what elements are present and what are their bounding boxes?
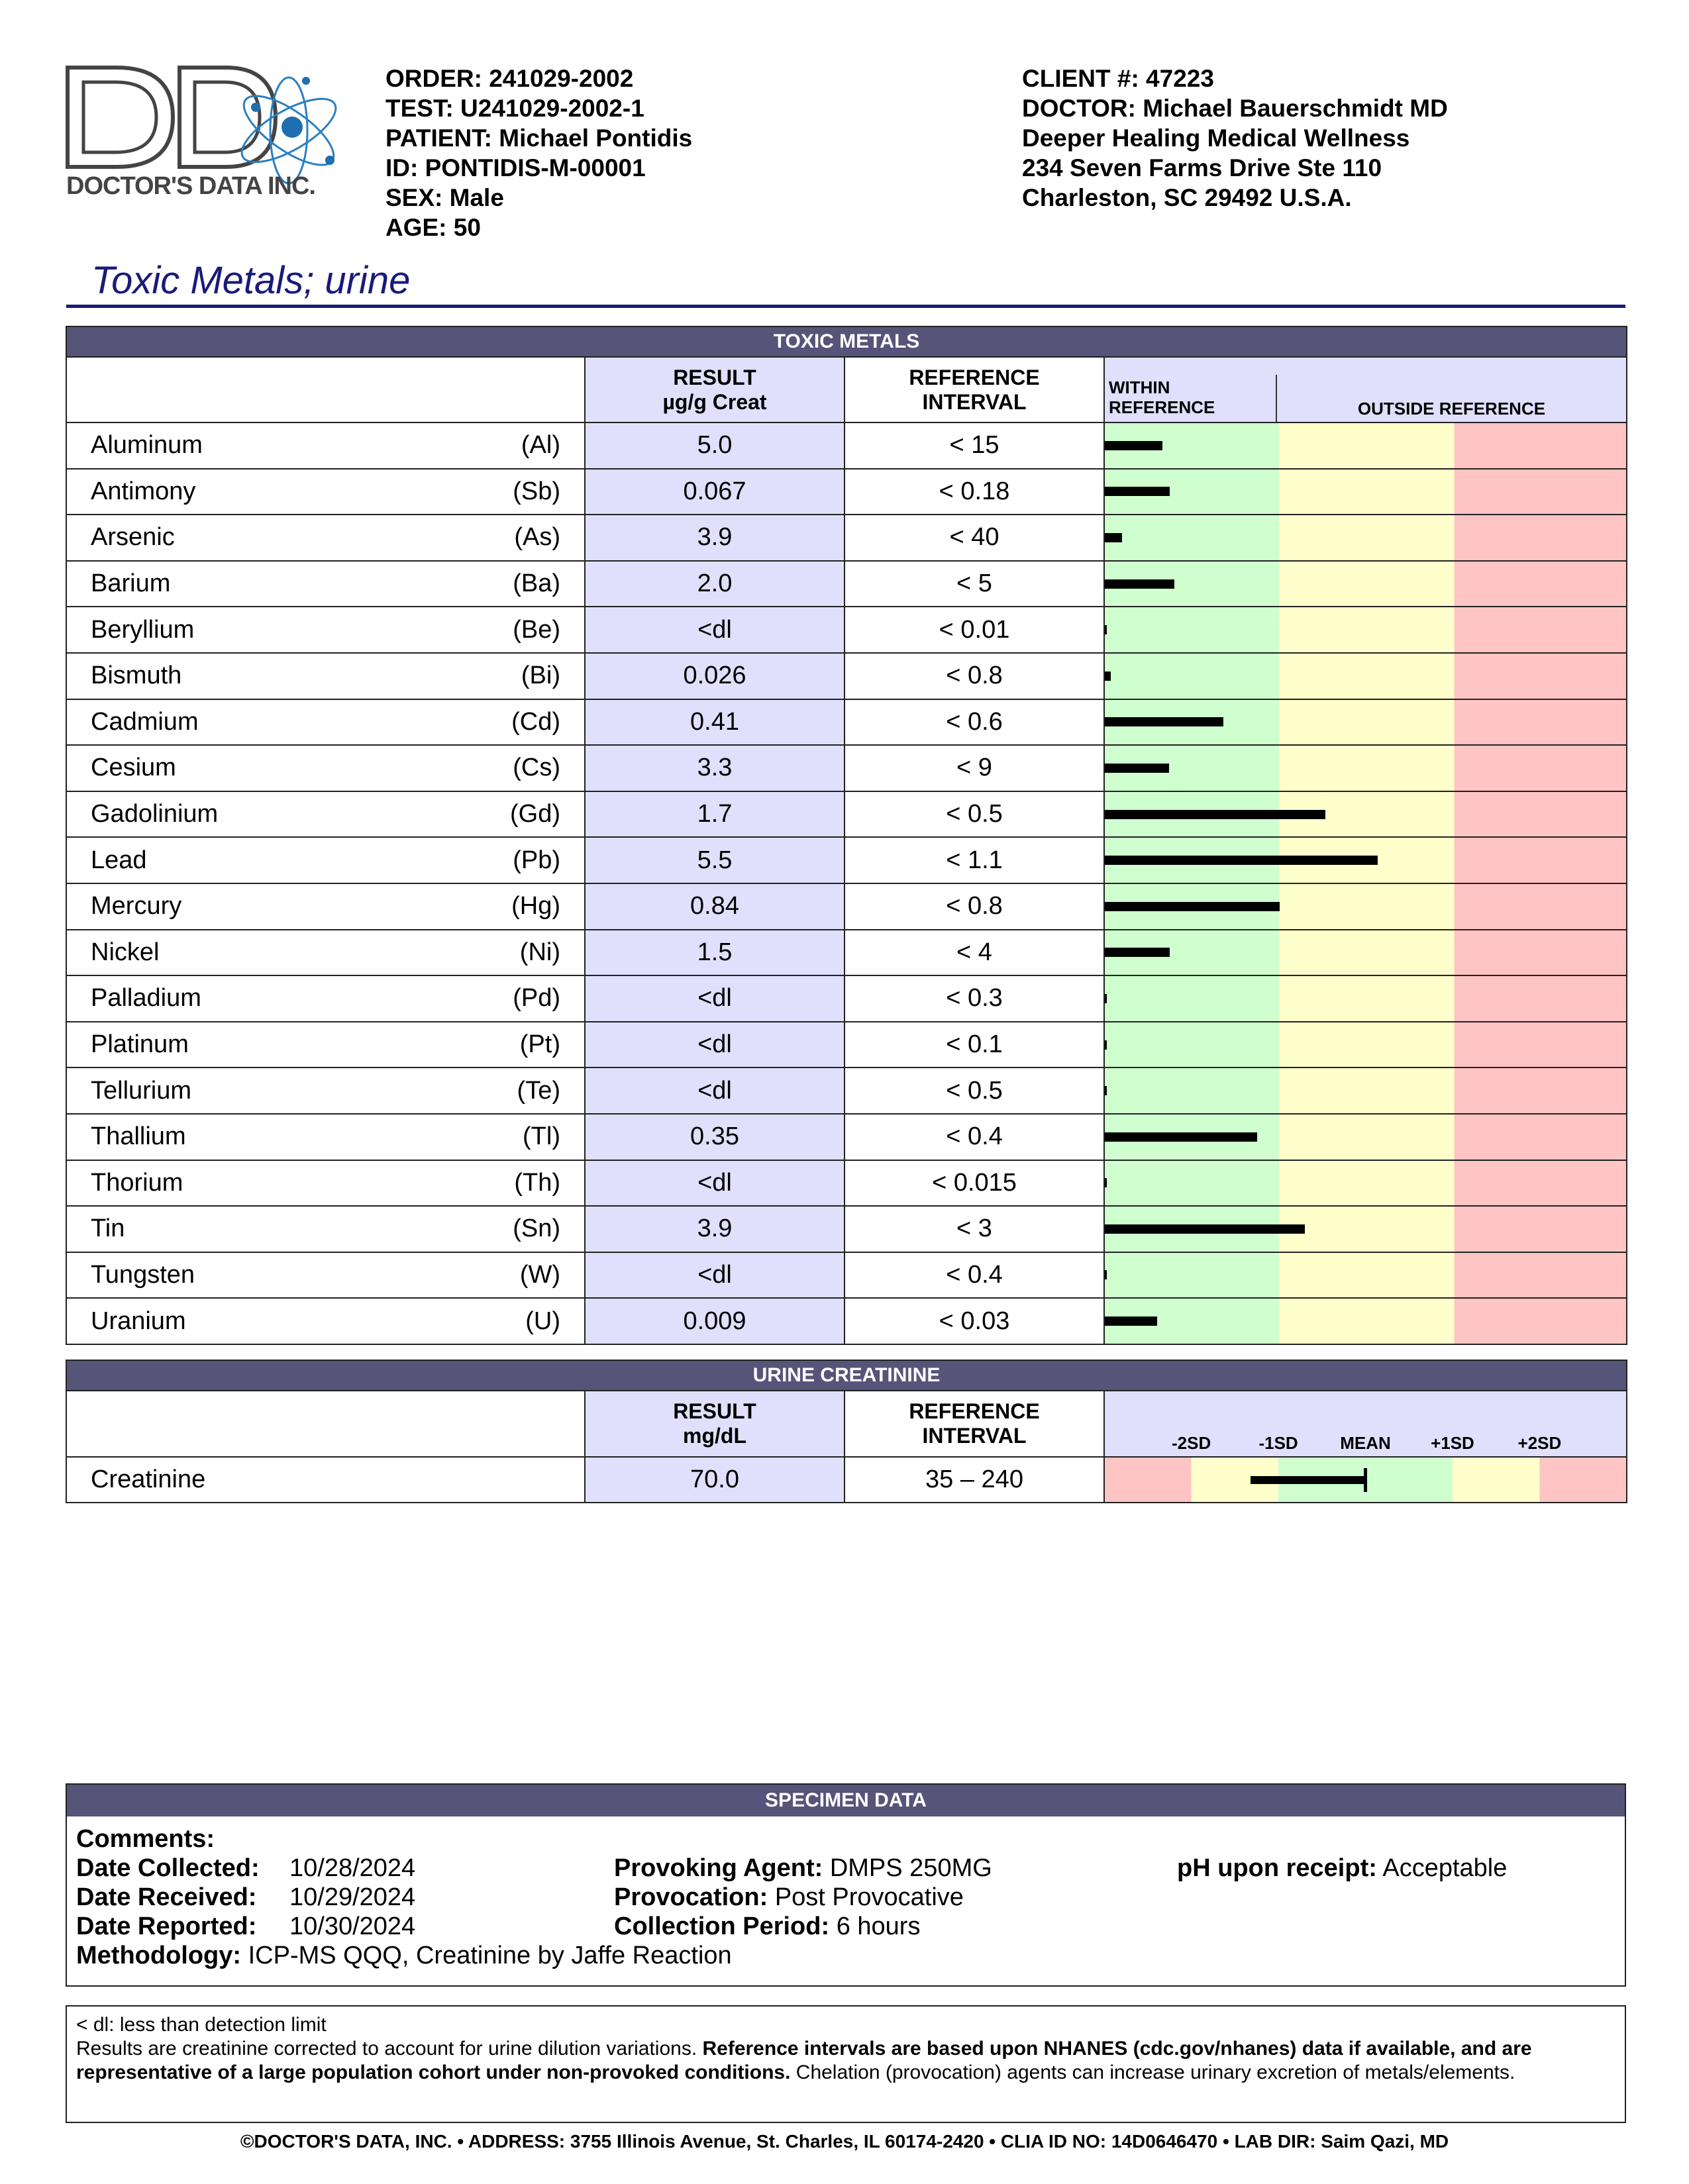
- element-name-text: Cadmium: [91, 707, 199, 736]
- result-bar: [1105, 717, 1223, 726]
- element-result: 0.35: [585, 1114, 844, 1160]
- sd-scale-header: [1104, 1391, 1627, 1457]
- element-name: [66, 1067, 585, 1114]
- element-symbol: (Sn): [513, 1215, 560, 1243]
- element-name: [66, 930, 585, 976]
- footer: ©DOCTOR'S DATA, INC. • ADDRESS: 3755 Illinois Avenue, St. Charles, IL 60174-2420 • CLIA ID NO: 14D0646470 • LAB DIR: Saim Qazi, MD: [240, 2131, 1449, 2152]
- element-result: 2.0: [585, 561, 844, 607]
- table-row: [66, 1298, 1627, 1344]
- element-result: 5.0: [585, 422, 844, 469]
- element-name-text: Platinum: [91, 1030, 189, 1059]
- element-reference: < 0.015: [844, 1160, 1104, 1207]
- element-graph: [1104, 1022, 1627, 1068]
- result-bar: [1105, 810, 1325, 819]
- table-row: [66, 1114, 1627, 1160]
- element-symbol: (Pd): [513, 984, 560, 1013]
- result-bar: [1105, 856, 1378, 865]
- element-name: [66, 1160, 585, 1207]
- sd-label-plus2: +2SD: [1517, 1433, 1562, 1453]
- element-graph: [1104, 653, 1627, 699]
- element-graph: [1104, 1206, 1627, 1252]
- element-symbol: (Tl): [523, 1122, 560, 1151]
- result-header-unit: µg/g Creat: [662, 389, 767, 414]
- element-reference: < 0.01: [844, 607, 1104, 653]
- result-bar: [1105, 1178, 1107, 1187]
- result-header-label: RESULT: [673, 365, 756, 389]
- element-name: [66, 607, 585, 653]
- element-name: [66, 975, 585, 1022]
- element-reference: < 0.03: [844, 1298, 1104, 1344]
- comments-label-text: Comments:: [76, 1825, 215, 1853]
- table-row: [66, 561, 1627, 607]
- result-column-header: [585, 357, 844, 422]
- result-bar: [1105, 1224, 1305, 1234]
- element-graph: [1104, 1298, 1627, 1344]
- title-divider: [66, 305, 1625, 308]
- element-name-text: Palladium: [91, 984, 201, 1013]
- table-row: [66, 1252, 1627, 1299]
- element-name-text: Mercury: [91, 892, 182, 920]
- element-reference: < 0.3: [844, 975, 1104, 1022]
- element-symbol: (Be): [513, 615, 560, 644]
- element-reference: < 40: [844, 515, 1104, 561]
- reference-column-header: [844, 357, 1104, 422]
- element-graph: [1104, 1252, 1627, 1299]
- note-plain-2: Chelation (provocation) agents can increase urinary excretion of metals/elements.: [790, 2061, 1515, 2083]
- table-row: [66, 930, 1627, 976]
- result-bar: [1105, 579, 1174, 589]
- client-info: [1022, 64, 1448, 213]
- element-reference: < 0.5: [844, 1067, 1104, 1114]
- element-name-text: Bismuth: [91, 662, 182, 690]
- element-graph: [1104, 791, 1627, 838]
- creatinine-result: 70.0: [585, 1457, 844, 1503]
- clinic-address-line1: 234 Seven Farms Drive Ste 110: [1022, 154, 1382, 181]
- element-graph: [1104, 1067, 1627, 1114]
- table-row: [66, 975, 1627, 1022]
- element-reference: < 0.6: [844, 699, 1104, 746]
- provoking-agent: [614, 1854, 992, 1883]
- order-number: ORDER: 241029-2002: [385, 65, 634, 92]
- element-name-text: Gadolinium: [91, 800, 219, 828]
- table-row: [66, 607, 1627, 653]
- within-label: WITHIN: [1109, 377, 1170, 397]
- table-row: [66, 1067, 1627, 1114]
- element-reference: < 15: [844, 422, 1104, 469]
- table-row: [66, 837, 1627, 883]
- date-reported-value: 10/30/2024: [289, 1912, 416, 1940]
- element-name: [66, 1252, 585, 1299]
- element-symbol: (W): [519, 1260, 560, 1289]
- element-symbol: (Te): [517, 1076, 560, 1105]
- within-reference-label: [1109, 377, 1215, 417]
- clinic-name: Deeper Healing Medical Wellness: [1022, 124, 1410, 152]
- table-row: [66, 1022, 1627, 1068]
- element-graph: [1104, 607, 1627, 653]
- methodology-note: [76, 2037, 1615, 2085]
- date-collected: [76, 1854, 416, 1883]
- element-name-text: Thallium: [91, 1122, 186, 1151]
- test-number: TEST: U241029-2002-1: [385, 95, 644, 122]
- methodology: [76, 1941, 732, 1971]
- element-name: [66, 1298, 585, 1344]
- element-result: 0.026: [585, 653, 844, 699]
- result-bar: [1105, 441, 1162, 450]
- element-name-text: Arsenic: [91, 523, 175, 552]
- table-row: [66, 469, 1627, 515]
- element-reference: < 0.8: [844, 653, 1104, 699]
- provoking-agent-label: Provoking Agent:: [614, 1854, 823, 1882]
- date-collected-label: Date Collected:: [76, 1854, 260, 1882]
- date-received-label: Date Received:: [76, 1883, 257, 1911]
- element-result: 3.9: [585, 515, 844, 561]
- element-result: 0.41: [585, 699, 844, 746]
- creatinine-reference: 35 – 240: [844, 1457, 1104, 1503]
- sd-label-mean: MEAN: [1340, 1433, 1391, 1453]
- result-bar: [1105, 994, 1107, 1003]
- ph-value: Acceptable: [1382, 1854, 1508, 1882]
- patient-age: AGE: 50: [385, 214, 481, 241]
- element-symbol: (Cd): [511, 707, 560, 736]
- creatinine-name-header: [66, 1391, 585, 1457]
- client-number: CLIENT #: 47223: [1022, 65, 1214, 92]
- table-row: [66, 699, 1627, 746]
- creatinine-interval-label: INTERVAL: [922, 1424, 1027, 1448]
- creatinine-reference-label: REFERENCE: [909, 1399, 1040, 1423]
- element-result: 0.84: [585, 883, 844, 930]
- result-bar: [1105, 764, 1169, 773]
- element-symbol: (Gd): [510, 800, 560, 828]
- element-result: <dl: [585, 607, 844, 653]
- element-reference: < 0.5: [844, 791, 1104, 838]
- element-symbol: (As): [514, 523, 560, 552]
- element-result: <dl: [585, 1022, 844, 1068]
- element-result: <dl: [585, 975, 844, 1022]
- patient-name: PATIENT: Michael Pontidis: [385, 124, 693, 152]
- element-name: [66, 1114, 585, 1160]
- element-symbol: (Cs): [513, 754, 560, 782]
- element-name: [66, 422, 585, 469]
- graph-column-header: [1104, 357, 1627, 422]
- element-result: 0.067: [585, 469, 844, 515]
- element-symbol: (Ni): [519, 938, 560, 966]
- ph-upon-receipt: [1177, 1854, 1507, 1883]
- collection-period-label: Collection Period:: [614, 1912, 830, 1940]
- specimen-data-box: [66, 1783, 1626, 1987]
- element-symbol: (U): [525, 1307, 560, 1335]
- date-collected-value: 10/28/2024: [289, 1854, 416, 1882]
- sd-label-minus2: -2SD: [1172, 1433, 1211, 1453]
- element-result: <dl: [585, 1252, 844, 1299]
- result-bar: [1105, 533, 1122, 542]
- creatinine-result-header: [585, 1391, 844, 1457]
- reference-label: REFERENCE: [1109, 397, 1215, 417]
- result-bar: [1105, 487, 1170, 496]
- note-bold: Reference intervals are based upon NHANES (cdc.gov/nhanes) data if available, and are representative of a large population cohort under non-provoked conditions.: [76, 2038, 1532, 2083]
- element-graph: [1104, 745, 1627, 791]
- table-row: [66, 1160, 1627, 1207]
- element-reference: < 0.8: [844, 883, 1104, 930]
- element-result: 1.5: [585, 930, 844, 976]
- date-received: [76, 1883, 416, 1912]
- detection-limit-note: < dl: less than detection limit: [76, 2014, 327, 2036]
- element-reference: < 0.4: [844, 1114, 1104, 1160]
- sd-label-plus1: +1SD: [1431, 1433, 1474, 1453]
- ph-label: pH upon receipt:: [1177, 1854, 1377, 1882]
- element-symbol: (Th): [514, 1168, 560, 1197]
- patient-sex: SEX: Male: [385, 184, 504, 211]
- element-result: <dl: [585, 1160, 844, 1207]
- element-result: 5.5: [585, 837, 844, 883]
- result-bar: [1105, 1040, 1107, 1050]
- element-name: [66, 1206, 585, 1252]
- table-row: [66, 883, 1627, 930]
- element-graph: [1104, 422, 1627, 469]
- creatinine-reference-header: [844, 1391, 1104, 1457]
- element-graph: [1104, 515, 1627, 561]
- element-reference: < 4: [844, 930, 1104, 976]
- methodology-value: ICP-MS QQQ, Creatinine by Jaffe Reaction: [248, 1942, 732, 1969]
- element-name: [66, 561, 585, 607]
- element-name-text: Aluminum: [91, 431, 203, 460]
- collection-period-value: 6 hours: [836, 1912, 921, 1940]
- table-row: [66, 653, 1627, 699]
- result-bar: [1105, 902, 1280, 911]
- element-reference: < 0.4: [844, 1252, 1104, 1299]
- element-symbol: (Pb): [513, 846, 560, 874]
- logo-text: DOCTOR'S DATA INC.: [66, 172, 315, 200]
- creatinine-graph: [1104, 1457, 1627, 1503]
- element-name: [66, 515, 585, 561]
- element-name-text: Barium: [91, 570, 171, 598]
- provocation-label: Provocation:: [614, 1883, 768, 1911]
- toxic-metals-section-title: TOXIC METALS: [66, 326, 1627, 357]
- patient-info: [385, 64, 692, 242]
- urine-creatinine-table: [66, 1360, 1627, 1503]
- element-name: [66, 745, 585, 791]
- creatinine-result-label: RESULT: [673, 1399, 756, 1423]
- interval-header-label: INTERVAL: [922, 389, 1027, 414]
- element-name: [66, 1022, 585, 1068]
- creatinine-result-unit: mg/dL: [683, 1424, 746, 1448]
- element-column-header: [66, 357, 585, 422]
- element-graph: [1104, 883, 1627, 930]
- result-bar: [1105, 1316, 1157, 1326]
- table-row: [66, 515, 1627, 561]
- element-name: [66, 469, 585, 515]
- comments-label: [76, 1824, 215, 1854]
- element-graph: [1104, 975, 1627, 1022]
- element-graph: [1104, 837, 1627, 883]
- element-result: 3.3: [585, 745, 844, 791]
- note-plain-1: Results are creatinine corrected to account for urine dilution variations.: [76, 2038, 703, 2060]
- creatinine-marker: [1364, 1468, 1367, 1492]
- element-symbol: (Bi): [521, 662, 560, 690]
- element-name-text: Tellurium: [91, 1076, 192, 1105]
- element-graph: [1104, 469, 1627, 515]
- creatinine-name: Creatinine: [66, 1457, 585, 1503]
- element-graph: [1104, 561, 1627, 607]
- date-reported-label: Date Reported:: [76, 1912, 257, 1940]
- result-bar: [1105, 1270, 1107, 1279]
- table-row: [66, 791, 1627, 838]
- element-name-text: Tin: [91, 1215, 125, 1243]
- element-name-text: Antimony: [91, 477, 196, 505]
- methodology-label: Methodology:: [76, 1942, 242, 1969]
- creatinine-bar: [1251, 1476, 1365, 1484]
- element-result: 3.9: [585, 1206, 844, 1252]
- table-row: [66, 745, 1627, 791]
- element-result: 1.7: [585, 791, 844, 838]
- element-reference: < 0.1: [844, 1022, 1104, 1068]
- collection-period: [614, 1912, 920, 1942]
- element-symbol: (Ba): [513, 570, 560, 598]
- element-name-text: Beryllium: [91, 615, 195, 644]
- element-name: [66, 883, 585, 930]
- element-result: <dl: [585, 1067, 844, 1114]
- element-symbol: (Al): [521, 431, 560, 460]
- notes-box: [66, 2005, 1626, 2123]
- element-reference: < 1.1: [844, 837, 1104, 883]
- provocation: [614, 1883, 964, 1912]
- element-name: [66, 837, 585, 883]
- provocation-value: Post Provocative: [774, 1883, 964, 1911]
- element-name-text: Cesium: [91, 754, 176, 782]
- patient-id: ID: PONTIDIS-M-00001: [385, 154, 646, 181]
- doctors-data-logo: [64, 61, 355, 213]
- specimen-section-title: SPECIMEN DATA: [67, 1785, 1625, 1816]
- element-name: [66, 791, 585, 838]
- element-reference: < 9: [844, 745, 1104, 791]
- element-name: [66, 653, 585, 699]
- result-bar: [1105, 1086, 1107, 1095]
- table-row: [66, 1206, 1627, 1252]
- result-bar: [1105, 671, 1111, 681]
- element-name: [66, 699, 585, 746]
- element-symbol: (Hg): [511, 892, 560, 920]
- element-reference: < 5: [844, 561, 1104, 607]
- element-symbol: (Pt): [519, 1030, 560, 1059]
- toxic-metals-table: [66, 326, 1627, 1345]
- result-bar: [1105, 948, 1170, 957]
- sd-label-minus1: -1SD: [1258, 1433, 1298, 1453]
- doctor-name: DOCTOR: Michael Bauerschmidt MD: [1022, 95, 1448, 122]
- element-name-text: Lead: [91, 846, 147, 874]
- creatinine-section-title: URINE CREATININE: [66, 1360, 1627, 1391]
- element-graph: [1104, 1114, 1627, 1160]
- element-result: 0.009: [585, 1298, 844, 1344]
- element-graph: [1104, 1160, 1627, 1207]
- result-bar: [1105, 625, 1107, 634]
- element-reference: < 0.18: [844, 469, 1104, 515]
- element-reference: < 3: [844, 1206, 1104, 1252]
- clinic-address-line2: Charleston, SC 29492 U.S.A.: [1022, 184, 1352, 211]
- element-symbol: (Sb): [513, 477, 560, 505]
- element-name-text: Nickel: [91, 938, 160, 966]
- date-received-value: 10/29/2024: [289, 1883, 416, 1911]
- provoking-agent-value: DMPS 250MG: [829, 1854, 992, 1882]
- element-name-text: Thorium: [91, 1168, 183, 1197]
- table-row: [66, 422, 1627, 469]
- element-name-text: Tungsten: [91, 1260, 195, 1289]
- outside-reference-label: OUTSIDE REFERENCE: [1357, 399, 1546, 419]
- date-reported: [76, 1912, 416, 1942]
- reference-header-label: REFERENCE: [909, 365, 1040, 389]
- result-bar: [1105, 1132, 1257, 1142]
- element-graph: [1104, 699, 1627, 746]
- element-name-text: Uranium: [91, 1307, 186, 1335]
- element-graph: [1104, 930, 1627, 976]
- report-title: Toxic Metals; urine: [91, 259, 411, 302]
